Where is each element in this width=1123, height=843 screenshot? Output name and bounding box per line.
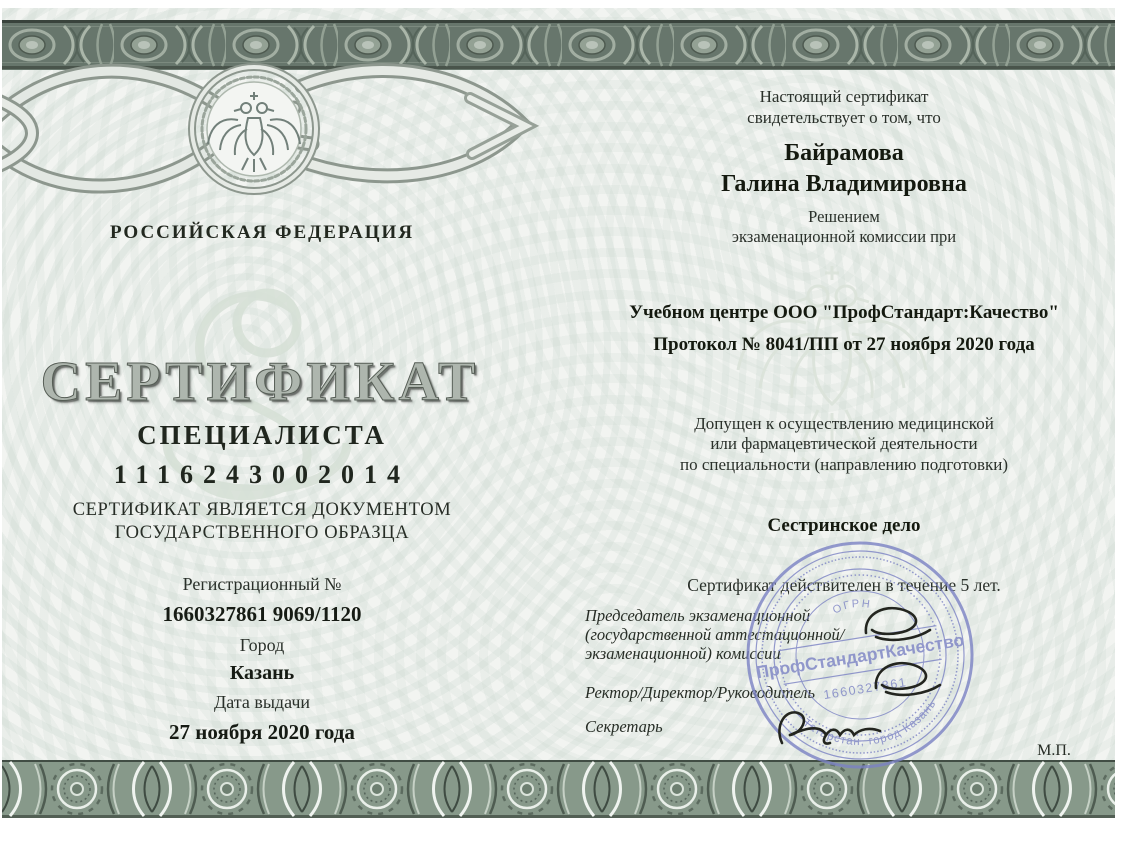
registration-label: Регистрационный № xyxy=(182,574,342,594)
top-border-ornament xyxy=(2,20,1115,70)
intro-line2: свидетельствует о том, что xyxy=(747,108,941,128)
training-center-name: Учебном центре ООО "ПрофСтандарт:Качество" xyxy=(629,302,1059,323)
secretary-signature xyxy=(772,703,902,760)
specialty-value: Сестринское дело xyxy=(767,515,921,536)
admission-line1: Допущен к осуществлению медицинской xyxy=(694,414,994,433)
intro-line1: Настоящий сертификат xyxy=(759,87,929,106)
decision-line1: Решением xyxy=(808,207,880,226)
chairman-line2: (государственной аттестационной/ xyxy=(585,624,845,644)
decision-text xyxy=(570,207,1118,247)
secretary-label: Секретарь xyxy=(585,717,663,736)
certificate xyxy=(2,8,1115,818)
validity-line: Сертификат действителен в течение 5 лет. xyxy=(687,575,1001,595)
city-value: Казань xyxy=(229,662,295,684)
blank-number: 1116243002014 xyxy=(113,460,411,489)
state-document-note xyxy=(17,499,507,545)
stamp-band-text: ПрофСтандартКачество xyxy=(754,629,966,683)
issue-date-label: Дата выдачи xyxy=(213,692,311,712)
holder-last-name: Байрамова xyxy=(784,140,904,166)
holder-first-patronymic: Галина Владимировна xyxy=(721,171,967,197)
intro-text xyxy=(570,86,1118,129)
chairman-signature xyxy=(860,603,950,656)
chairman-line1: Председатель экзаменационной xyxy=(585,606,811,625)
admission-line3: по специальности (направлению подготовки) xyxy=(679,454,1009,474)
stamp-number: 1660327861 xyxy=(822,675,909,703)
issue-date-value: 27 ноября 2020 года xyxy=(169,720,355,744)
stamp-ogrn-label: ОГРН xyxy=(830,597,873,617)
stamp-city-arc: Татарстан, город Казань xyxy=(800,697,939,749)
chairman-line3: экзаменационной) комиссии xyxy=(585,643,781,663)
city-label: Город xyxy=(239,635,285,655)
russia-coat-of-arms-icon xyxy=(208,92,300,172)
admission-text xyxy=(570,414,1118,475)
certificate-title: СЕРТИФИКАТ xyxy=(40,351,480,413)
director-label: Ректор/Директор/Руководитель xyxy=(585,683,815,702)
country-title: РОССИЙСКАЯ ФЕДЕРАЦИЯ xyxy=(109,222,415,243)
protocol-line: Протокол № 8041/ПП от 27 ноября 2020 года xyxy=(653,334,1035,355)
seal-mark: М.П. xyxy=(1037,742,1071,759)
state-note-line1: СЕРТИФИКАТ ЯВЛЯЕТСЯ ДОКУМЕНТОМ xyxy=(72,500,452,520)
eagle-watermark-icon xyxy=(682,248,982,553)
registration-number: 1660327861 9069/1120 xyxy=(162,602,362,626)
admission-line2: или фармацевтической деятельности xyxy=(710,434,978,454)
state-note-line2: ГОСУДАРСТВЕННОГО ОБРАЗЦА xyxy=(114,523,410,544)
decision-line2: экзаменационной комиссии при xyxy=(731,226,957,246)
certificate-subtitle: СПЕЦИАЛИСТА xyxy=(137,420,387,450)
